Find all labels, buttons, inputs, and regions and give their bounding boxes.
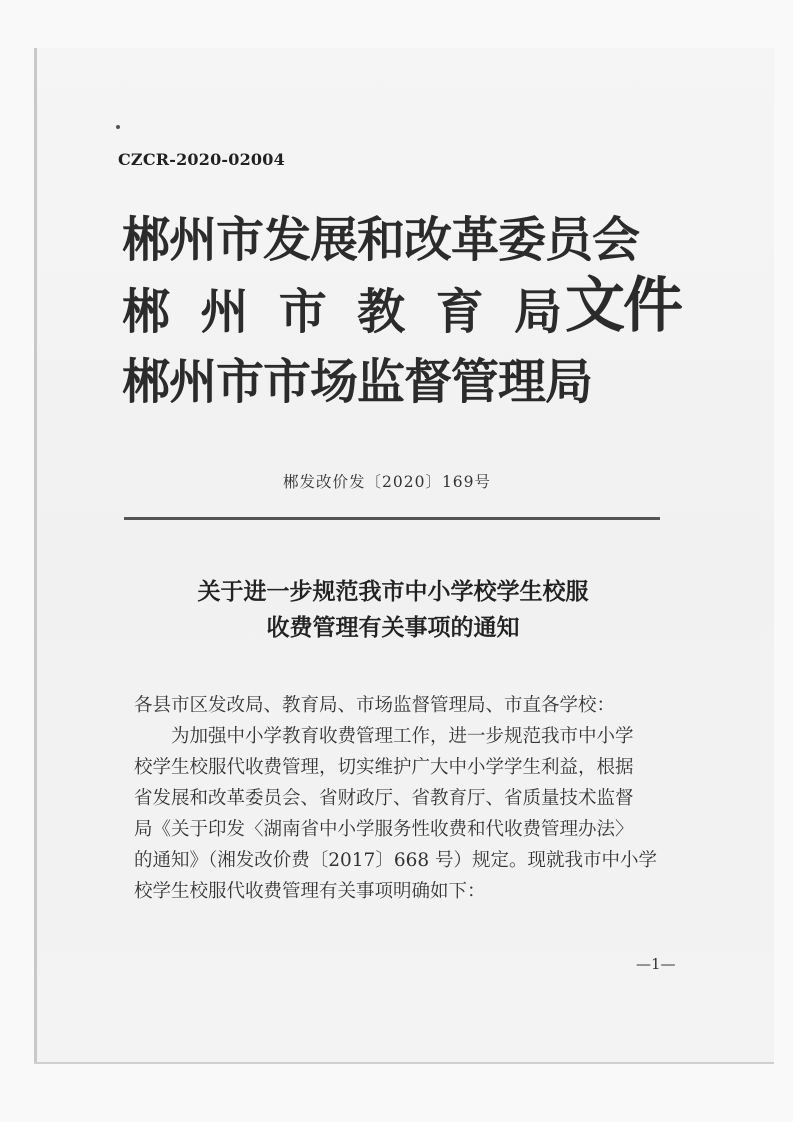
body-line: 局《关于印发〈湖南省中小学服务性收费和代收费管理办法〉 [134, 819, 634, 840]
scan-speck [116, 125, 120, 129]
document-code: CZCR-2020-02004 [118, 150, 285, 169]
notice-body [134, 690, 694, 907]
notice-title-line: 收费管理有关事项的通知 [266, 614, 520, 641]
body-line: 校学生校服代收费管理有关事项明确如下： [134, 881, 486, 902]
page-number: —1— [636, 955, 676, 973]
paper-bottom-edge [34, 1062, 774, 1064]
body-line: 校学生校服代收费管理，切实维护广大中小学学生利益，根据 [134, 757, 634, 778]
body-line: 省发展和改革委员会、省财政厅、省教育厅、省质量技术监督 [134, 788, 634, 809]
header-divider-line [124, 517, 660, 520]
notice-title-line: 关于进一步规范我市中小学校学生校服 [197, 578, 589, 605]
issuer-education-char: 局 [513, 284, 562, 340]
issuer-education-char: 市 [278, 284, 327, 340]
issuer-development-reform-commission: 郴州市发展和改革委员会 [122, 212, 640, 268]
issuer-education-char: 郴 [122, 284, 171, 340]
issuer-education-bureau [122, 284, 562, 340]
salutation: 各县市区发改局、教育局、市场监督管理局、市直各学校： [134, 695, 616, 716]
body-line: 为加强中小学教育收费管理工作，进一步规范我市中小学 [171, 726, 634, 747]
document-number: 郴发改价发〔2020〕169号 [283, 473, 492, 491]
body-line: 的通知》（湘发改价费〔2017〕668 号）规定。现就我市中小学 [134, 850, 658, 871]
paper-left-edge [34, 48, 37, 1063]
issuer-education-char: 育 [435, 284, 484, 340]
issuer-market-supervision-bureau: 郴州市市场监督管理局 [122, 354, 593, 410]
issuer-education-char: 教 [357, 284, 406, 340]
paper-sheet [34, 48, 774, 1063]
issuer-education-char: 州 [200, 284, 249, 340]
document-type-label: 文件 [565, 271, 681, 341]
notice-title [100, 574, 686, 646]
